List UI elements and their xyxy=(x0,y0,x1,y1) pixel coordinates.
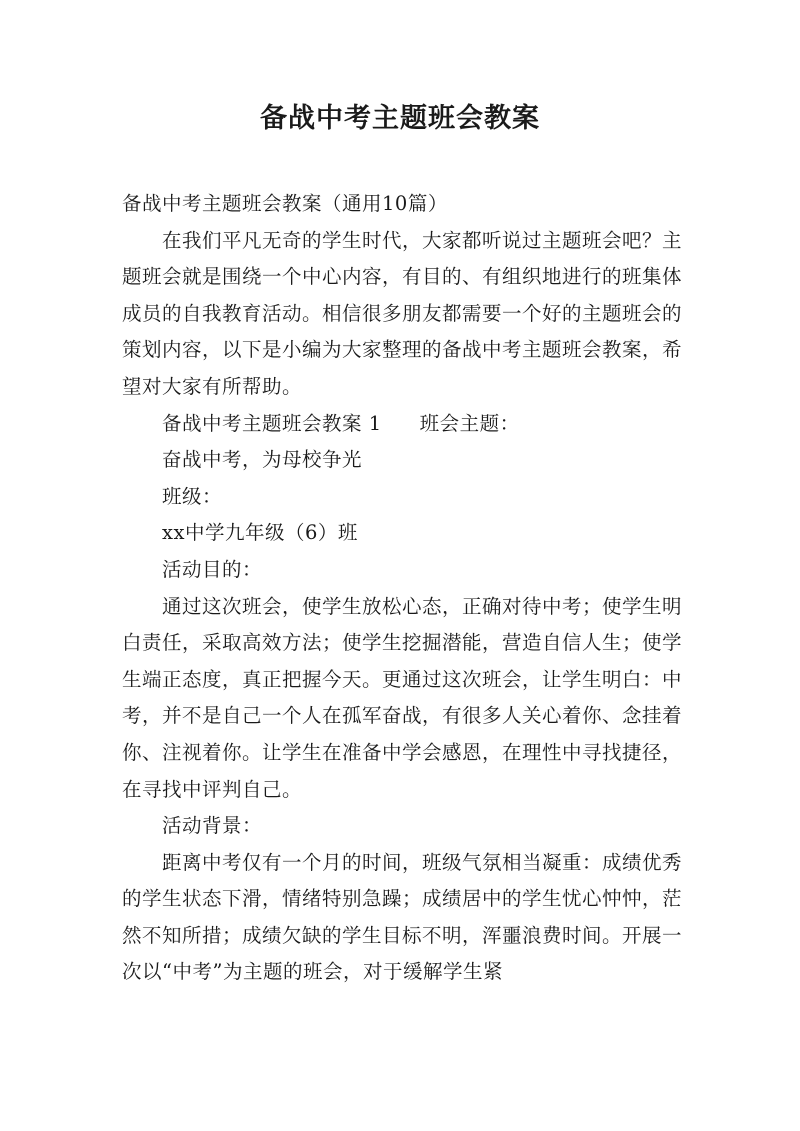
background-paragraph: 距离中考仅有一个月的时间，班级气氛相当凝重：成绩优秀的学生状态下滑，情绪特别急躁；成绩居中的学生忧心忡忡，茫然不知所措；成绩欠缺的学生目标不明，浑噩浪费时间。开展一次以“中考”为主题的班会，对于缓解学生紧 xyxy=(122,850,683,984)
theme-label: 班会主题： xyxy=(419,411,520,435)
class-value: xx中学九年级（6）班 xyxy=(162,521,358,545)
intro-paragraph: 在我们平凡无奇的学生时代，大家都听说过主题班会吧？主题班会就是围绕一个中心内容，有目的、有组织地进行的班集体成员的自我教育活动。相信很多朋友都需要一个好的主题班会的策划内容，以下是小编为大家整理的备战中考主题班会教案，希望对大家有所帮助。 xyxy=(122,228,683,398)
purpose-label: 活动目的： xyxy=(162,557,263,581)
document-body xyxy=(122,186,682,991)
section-heading-line xyxy=(122,406,682,443)
background-label: 活动背景： xyxy=(162,814,263,838)
class-label: 班级： xyxy=(162,484,223,508)
document-subtitle: 备战中考主题班会教案（通用10篇） xyxy=(122,192,448,215)
document-title: 备战中考主题班会教案 xyxy=(260,103,540,134)
purpose-paragraph: 通过这次班会，使学生放松心态，正确对待中考；使学生明白责任，采取高效方法；使学生挖掘潜能，营造自信人生；使学生端正态度，真正把握今天。更通过这次班会，让学生明白：中考，并不是自己一个人在孤军奋战，有很多人关心着你、念挂着你、注视着你。让学生在准备中学会感恩，在理性中寻找捷径，在寻找中评判自己。 xyxy=(122,594,683,801)
section-heading: 备战中考主题班会教案 1 xyxy=(162,411,382,435)
theme-value: 奋战中考，为母校争光 xyxy=(162,448,363,472)
